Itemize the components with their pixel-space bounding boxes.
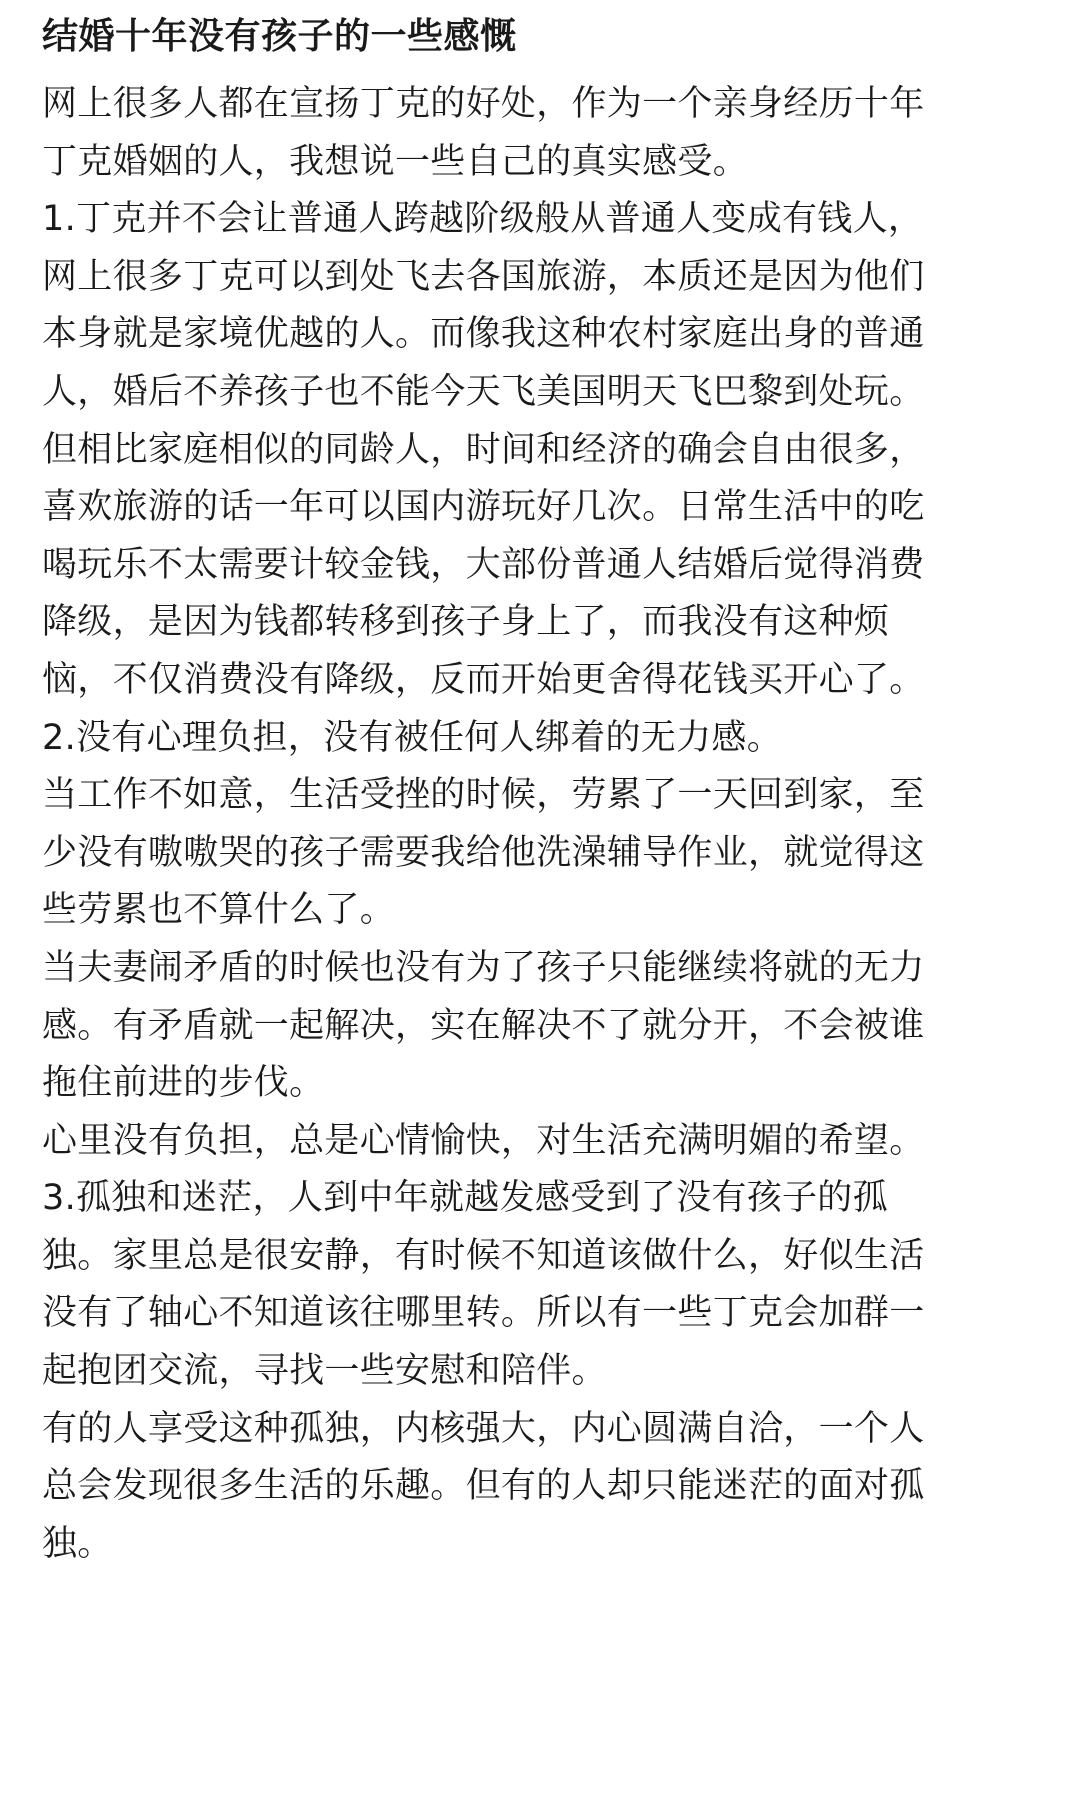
text-line: 总会发现很多生活的乐趣。但有的人却只能迷茫的面对孤 <box>42 1466 925 1507</box>
text-line: 拖住前进的步伐。 <box>42 1063 325 1104</box>
text-line: 2.没有心理负担，没有被任何人绑着的无力感。 <box>42 717 782 758</box>
text-line: 心里没有负担，总是心情愉快，对生活充满明媚的希望。 <box>42 1120 925 1161</box>
text-line: 有的人享受这种孤独，内核强大，内心圆满自洽，一个人 <box>42 1408 925 1449</box>
text-line: 人，婚后不养孩子也不能今天飞美国明天飞巴黎到处玩。 <box>42 371 925 412</box>
article-body <box>42 76 1080 1573</box>
text-line: 降级，是因为钱都转移到孩子身上了，而我没有这种烦 <box>42 602 890 643</box>
text-line: 喝玩乐不太需要计较金钱，大部份普通人结婚后觉得消费 <box>42 544 925 585</box>
text-line: 独。 <box>42 1523 113 1564</box>
text-line: 些劳累也不算什么了。 <box>42 890 396 931</box>
text-line: 少没有嗷嗷哭的孩子需要我给他洗澡辅导作业，就觉得这 <box>42 832 925 873</box>
text-line: 没有了轴心不知道该往哪里转。所以有一些丁克会加群一 <box>42 1293 925 1334</box>
text-line: 丁克婚姻的人，我想说一些自己的真实感受。 <box>42 141 749 182</box>
text-line: 但相比家庭相似的同龄人，时间和经济的确会自由很多， <box>42 429 925 470</box>
text-line: 1.丁克并不会让普通人跨越阶级般从普通人变成有钱人， <box>42 199 924 240</box>
text-line: 独。家里总是很安静，有时候不知道该做什么，好似生活 <box>42 1235 925 1276</box>
text-line: 感。有矛盾就一起解决，实在解决不了就分开，不会被谁 <box>42 1005 925 1046</box>
text-line: 3.孤独和迷茫，人到中年就越发感受到了没有孩子的孤 <box>42 1178 888 1219</box>
text-line: 当工作不如意，生活受挫的时候，劳累了一天回到家，至 <box>42 775 925 816</box>
text-line: 喜欢旅游的话一年可以国内游玩好几次。日常生活中的吃 <box>42 487 925 528</box>
text-line: 本身就是家境优越的人。而像我这种农村家庭出身的普通 <box>42 314 925 355</box>
text-line: 当夫妻闹矛盾的时候也没有为了孩子只能继续将就的无力 <box>42 947 925 988</box>
text-line: 恼，不仅消费没有降级，反而开始更舍得花钱买开心了。 <box>42 659 925 700</box>
article-title: 结婚十年没有孩子的一些感慨 <box>42 16 517 57</box>
text-line: 网上很多丁克可以到处飞去各国旅游，本质还是因为他们 <box>42 256 925 297</box>
text-line: 网上很多人都在宣扬丁克的好处，作为一个亲身经历十年 <box>42 84 925 124</box>
text-line: 起抱团交流，寻找一些安慰和陪伴。 <box>42 1351 607 1392</box>
